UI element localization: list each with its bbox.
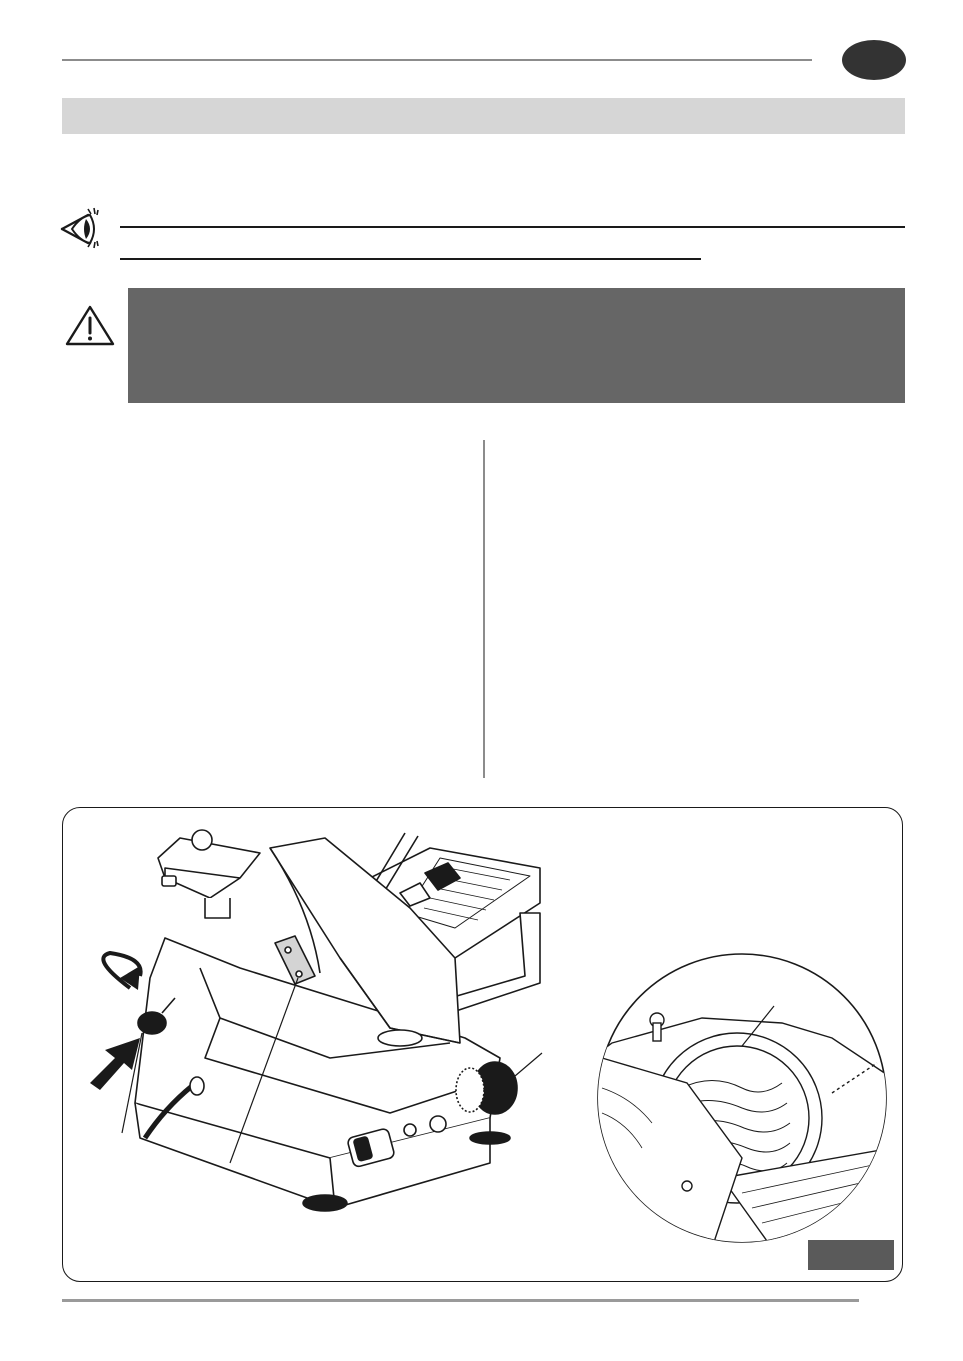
section-title-bar: [62, 98, 905, 134]
note-rule-bottom: [120, 258, 701, 260]
slicer-illustration: [70, 818, 560, 1218]
language-badge: [842, 40, 906, 80]
eye-icon: [58, 205, 102, 251]
footer-rule: [62, 1299, 859, 1302]
column-divider: [483, 440, 485, 778]
blade-detail-inset: [592, 948, 892, 1248]
warning-box: [128, 288, 905, 403]
figure-label-box: [808, 1240, 894, 1270]
note-rule-top: [120, 226, 905, 228]
warning-triangle-icon: [64, 304, 116, 346]
header-rule: [62, 59, 812, 61]
